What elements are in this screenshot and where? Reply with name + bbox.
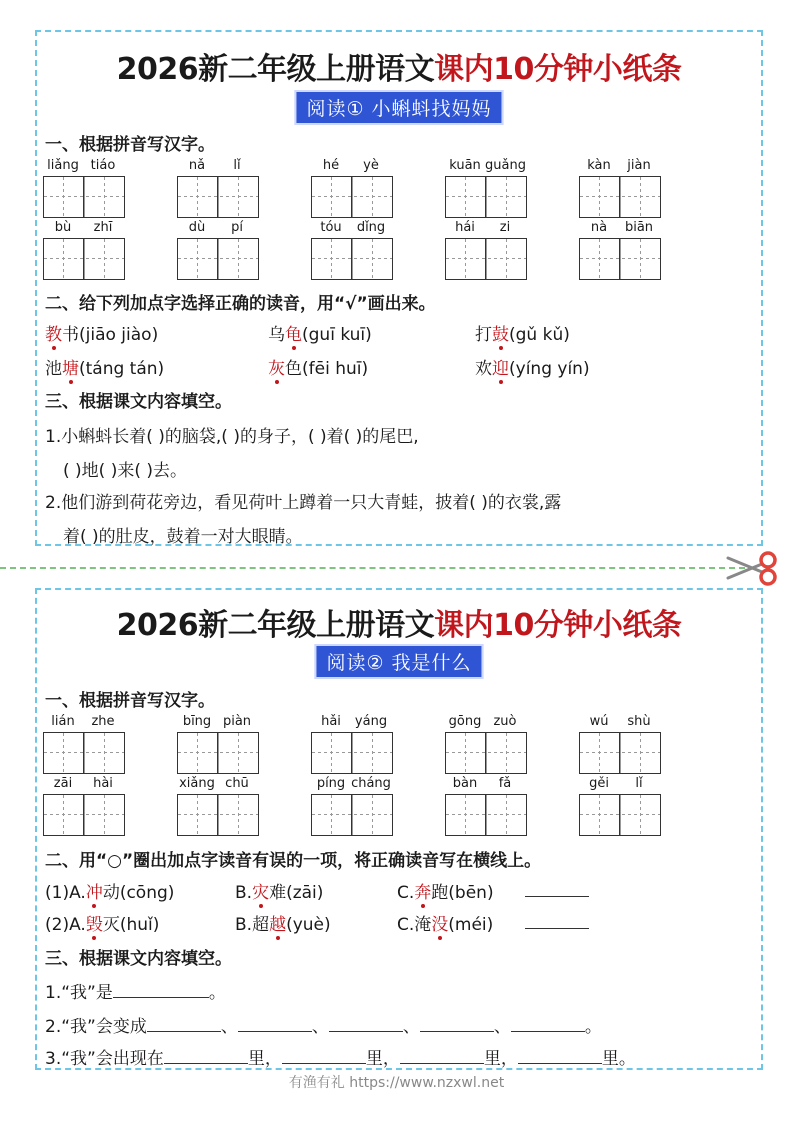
pinyin-syllable: cháng (351, 776, 391, 791)
pinyin-syllable: hài (93, 776, 113, 791)
pinyin-cell (311, 220, 393, 280)
fill-line-1: 1.“我”是 。 (45, 983, 226, 1003)
worksheet-card-2: 2026新二年级上册语文课内10分钟小纸条 阅读② 我是什么 一、根据拼音写汉字。 lián zhe bīng piàn hǎi yáng gōng zuò wú shù zāi hài xiǎng chū píng cháng bàn fǎ gěi lǐ 二、用“○”圈出加点字读音有误的一项，将正确读音写在横线上。 (1)A.冲动(cōng) B.灾难(zāi) C.奔跑(bēn) (2)A.毁灭(huǐ) B.超越(yuè) C.淹没(méi) 三、根据课文内容填空。 1.“我”是 。 2.“我”会变成 、 、 、 、 。 3.“我”会出现在 里， 里， 里， 里。 (35, 588, 763, 1070)
writing-grid-boxes[interactable] (177, 238, 259, 280)
pinyin-cell (311, 776, 393, 836)
section-heading-2: 二、用“○”圈出加点字读音有误的一项，将正确读音写在横线上。 (45, 851, 542, 871)
pinyin-label (177, 776, 259, 793)
fill-blank-1a: 1.小蝌蚪长着( )的脑袋,( )的身子，( )着( )的尾巴, (45, 427, 419, 447)
pinyin-label (43, 776, 125, 793)
pinyin-syllable: gěi (589, 776, 609, 791)
pinyin-syllable: nà (590, 220, 608, 235)
section-heading-2: 二、给下列加点字选择正确的读音，用“√”画出来。 (45, 294, 436, 314)
pinyin-label (445, 714, 527, 731)
pinyin-syllable: wú (589, 714, 609, 729)
pinyin-syllable: hái (455, 220, 475, 235)
pinyin-cell (43, 158, 125, 218)
pinyin-cell (177, 714, 259, 774)
pinyin-label (43, 220, 125, 237)
pinyin-syllable: zāi (53, 776, 73, 791)
card-title: 2026新二年级上册语文课内10分钟小纸条 (116, 608, 682, 643)
lesson-subtitle: 阅读② 我是什么 (314, 644, 483, 679)
pinyin-syllable: yè (363, 158, 379, 173)
lesson-subtitle: 阅读① 小蝌蚪找妈妈 (294, 90, 503, 125)
writing-grid-boxes[interactable] (177, 176, 259, 218)
writing-grid-boxes[interactable] (177, 794, 259, 836)
cut-line (0, 567, 745, 569)
pinyin-syllable: xiǎng (179, 776, 215, 791)
pinyin-syllable: shù (627, 714, 651, 729)
pinyin-label (311, 776, 393, 793)
pinyin-syllable: zuò (493, 714, 517, 729)
pinyin-syllable: zhī (93, 220, 113, 235)
pinyin-syllable: hé (322, 158, 340, 173)
answer-blank[interactable] (525, 880, 589, 897)
pinyin-cell (445, 158, 527, 218)
pinyin-syllable: guǎng (485, 158, 526, 173)
writing-grid-boxes[interactable] (311, 238, 393, 280)
pinyin-cell (579, 158, 661, 218)
pinyin-label (579, 220, 661, 237)
pinyin-cell (43, 220, 125, 280)
pinyin-syllable: tiáo (90, 158, 116, 173)
fill-line-3: 3.“我”会出现在 里， 里， 里， 里。 (45, 1049, 636, 1069)
pinyin-syllable: kàn (587, 158, 611, 173)
section-heading-3: 三、根据课文内容填空。 (45, 949, 232, 969)
pinyin-syllable: nǎ (188, 158, 206, 173)
pinyin-label (43, 714, 125, 731)
pinyin-syllable: dù (188, 220, 206, 235)
pinyin-cell (445, 220, 527, 280)
section-heading-3: 三、根据课文内容填空。 (45, 392, 232, 412)
writing-grid-boxes[interactable] (445, 176, 527, 218)
pinyin-cell (43, 714, 125, 774)
pinyin-cell (177, 158, 259, 218)
pinyin-syllable: lián (51, 714, 75, 729)
pinyin-syllable: bàn (452, 776, 478, 791)
writing-grid-boxes[interactable] (579, 176, 661, 218)
pinyin-label (579, 158, 661, 175)
footer-watermark: 有渔有礼 https://www.nzxwl.net (288, 1075, 505, 1091)
pinyin-label (43, 158, 125, 175)
answer-blank[interactable] (113, 981, 209, 998)
writing-grid-boxes[interactable] (43, 732, 125, 774)
pinyin-label (177, 158, 259, 175)
pinyin-label (311, 158, 393, 175)
writing-grid-boxes[interactable] (445, 238, 527, 280)
pinyin-syllable: liǎng (47, 158, 79, 173)
section-heading-1: 一、根据拼音写汉字。 (45, 135, 215, 155)
fill-blank-2b: 着( )的肚皮，鼓着一对大眼睛。 (63, 527, 303, 547)
pinyin-cell (579, 714, 661, 774)
pinyin-syllable: jiàn (627, 158, 651, 173)
writing-grid-boxes[interactable] (43, 794, 125, 836)
pinyin-label (445, 776, 527, 793)
pinyin-label (311, 220, 393, 237)
pinyin-cell (445, 776, 527, 836)
pinyin-label (579, 714, 661, 731)
pinyin-syllable: lǐ (635, 776, 643, 791)
pinyin-label (445, 220, 527, 237)
writing-grid-boxes[interactable] (311, 176, 393, 218)
fill-line-2: 2.“我”会变成 、 、 、 、 。 (45, 1017, 602, 1037)
writing-grid-boxes[interactable] (579, 732, 661, 774)
pinyin-cell (177, 776, 259, 836)
writing-grid-boxes[interactable] (311, 794, 393, 836)
writing-grid-boxes[interactable] (311, 732, 393, 774)
pinyin-syllable: bīng (182, 714, 212, 729)
pinyin-label (177, 714, 259, 731)
pinyin-syllable: gōng (448, 714, 482, 729)
pinyin-syllable: zhe (91, 714, 115, 729)
pinyin-grid (43, 714, 759, 844)
card-title: 2026新二年级上册语文课内10分钟小纸条 (116, 52, 682, 87)
pinyin-syllable: fǎ (498, 776, 512, 791)
pinyin-syllable: píng (316, 776, 346, 791)
pinyin-syllable: bù (54, 220, 72, 235)
pinyin-grid (43, 158, 759, 288)
section-heading-1: 一、根据拼音写汉字。 (45, 691, 215, 711)
pinyin-label (311, 714, 393, 731)
fill-blank-2a: 2.他们游到荷花旁边，看见荷叶上蹲着一只大青蛙，披着( )的衣裳,露 (45, 493, 562, 513)
pinyin-cell (579, 776, 661, 836)
pinyin-syllable: piàn (222, 714, 252, 729)
pinyin-cell (445, 714, 527, 774)
pinyin-syllable: lǐ (233, 158, 241, 173)
worksheet-card-1: 2026新二年级上册语文课内10分钟小纸条 阅读① 小蝌蚪找妈妈 一、根据拼音写汉字。 liǎng tiáo nǎ lǐ hé yè kuān guǎng kàn jiàn bù zhī dù pí tóu dǐng hái zi nà biān 二、给下列加点字选择正确的读音，用“√”画出来。 教书(jiāo jiào) 乌龟(guī kuī) 打鼓(gǔ kǔ) 池塘(táng tán) 灰色(fēi huī) 欢迎(yíng yín) 三、根据课文内容填空。 1.小蝌蚪长着( )的脑袋,( )的身子，( )着( )的尾巴, ( )地( )来( )去。 2.他们游到荷花旁边，看见荷叶上蹲着一只大青蛙，披着( )的衣裳,露 着( )的肚皮，鼓着一对大眼睛。 (35, 30, 763, 546)
pinyin-syllable: biān (624, 220, 654, 235)
pinyin-cell (579, 220, 661, 280)
pinyin-syllable: yáng (354, 714, 388, 729)
pinyin-syllable: tóu (320, 220, 342, 235)
pinyin-syllable: kuān (449, 158, 481, 173)
writing-grid-boxes[interactable] (445, 794, 527, 836)
pinyin-label (177, 220, 259, 237)
writing-grid-boxes[interactable] (43, 238, 125, 280)
writing-grid-boxes[interactable] (177, 732, 259, 774)
answer-blank[interactable] (525, 912, 589, 929)
pinyin-label (579, 776, 661, 793)
pinyin-cell (311, 714, 393, 774)
pinyin-cell (43, 776, 125, 836)
pinyin-syllable: chū (225, 776, 249, 791)
writing-grid-boxes[interactable] (43, 176, 125, 218)
scissors-icon (724, 548, 784, 588)
pinyin-syllable: dǐng (356, 220, 386, 235)
pinyin-cell (311, 158, 393, 218)
writing-grid-boxes[interactable] (445, 732, 527, 774)
pinyin-syllable: hǎi (321, 714, 341, 729)
pinyin-label (445, 158, 527, 175)
writing-grid-boxes[interactable] (579, 794, 661, 836)
writing-grid-boxes[interactable] (579, 238, 661, 280)
pinyin-syllable: zi (499, 220, 511, 235)
pinyin-syllable: pí (231, 220, 243, 235)
pinyin-cell (177, 220, 259, 280)
fill-blank-1b: ( )地( )来( )去。 (63, 461, 188, 481)
